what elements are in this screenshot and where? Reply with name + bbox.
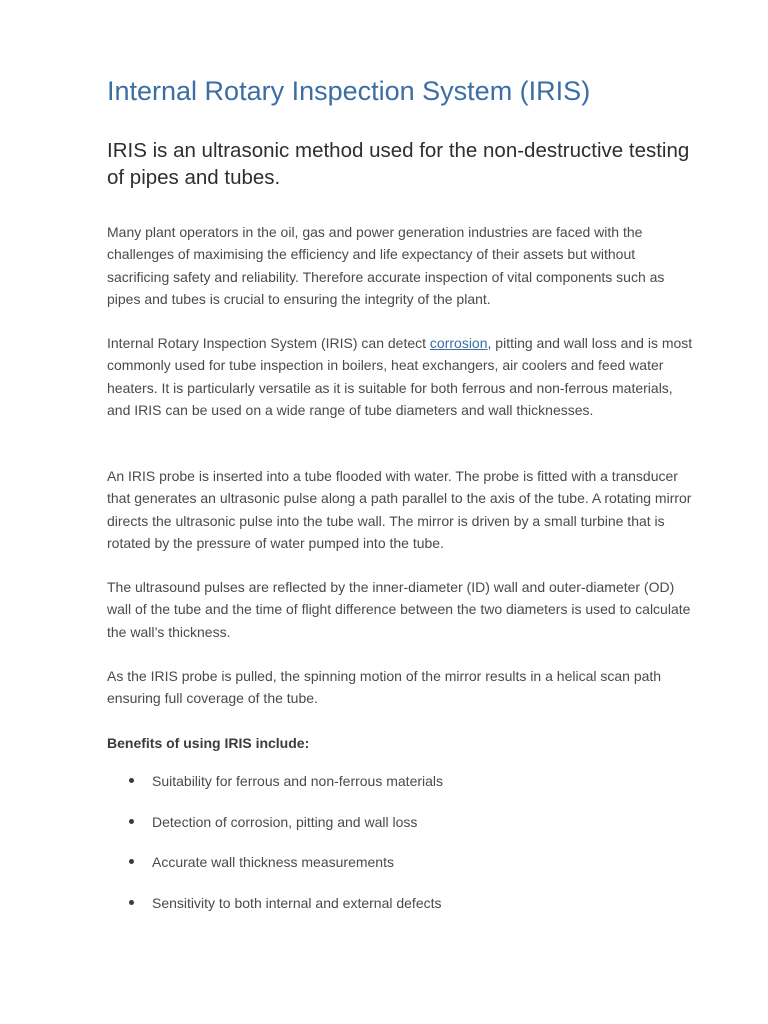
benefits-heading: Benefits of using IRIS include: xyxy=(107,735,310,751)
bullet-icon xyxy=(129,778,134,783)
paragraph-detection xyxy=(107,332,697,421)
paragraph-ultrasound: The ultrasound pulses are reflected by the inner-diameter (ID) wall and outer-diameter (OD) wall of the tube and the time of flight difference between the two diameters is used to calculate the wall’s thickness. xyxy=(107,579,691,640)
paragraph-probe: An IRIS probe is inserted into a tube flooded with water. The probe is fitted with a transducer that generates an ultrasonic pulse along a path parallel to the axis of the tube. A rotating mirror directs the ultrasonic pulse into the tube wall. The mirror is driven by a small turbine that is rotated by the pressure of water pumped into the tube. xyxy=(107,468,692,551)
list-item xyxy=(107,851,443,892)
bullet-icon xyxy=(129,859,134,864)
paragraph-intro: Many plant operators in the oil, gas and power generation industries are faced with the challenges of maximising the efficiency and life expectancy of their assets but without sacrificing safety and reliability. Therefore accurate inspection of vital components such as pipes and tubes is crucial to ensuring the integrity of the plant. xyxy=(107,224,665,307)
benefits-list xyxy=(107,770,443,932)
benefit-text: Sensitivity to both internal and external defects xyxy=(152,894,442,911)
bullet-icon xyxy=(129,819,134,824)
benefit-text: Suitability for ferrous and non-ferrous materials xyxy=(152,773,444,789)
benefit-text: Accurate wall thickness measurements xyxy=(152,854,394,870)
paragraph-detection-text-end: , pitting and wall loss and is most commonly used for tube inspection in boilers, heat exchangers, air coolers and feed water heaters. It is particularly versatile as it is suitable for both ferrous and non-ferrous materials, and IRIS can be used on a wide range of tube diameters and wall thicknesses. xyxy=(107,335,693,418)
list-item xyxy=(107,770,443,811)
bullet-icon xyxy=(129,900,134,905)
paragraph-detection-text-start: Internal Rotary Inspection System (IRIS) can detect xyxy=(107,335,430,351)
paragraph-scan: As the IRIS probe is pulled, the spinning motion of the mirror results in a helical scan path ensuring full coverage of the tube. xyxy=(107,668,662,707)
benefit-text: Detection of corrosion, pitting and wall loss xyxy=(152,813,418,830)
page-subtitle: IRIS is an ultrasonic method used for the non-destructive testing of pipes and tubes. xyxy=(107,139,690,189)
list-item xyxy=(107,811,443,852)
page-title: Internal Rotary Inspection System (IRIS) xyxy=(107,76,591,106)
corrosion-link[interactable]: corrosion xyxy=(429,335,488,351)
list-item xyxy=(107,892,443,933)
